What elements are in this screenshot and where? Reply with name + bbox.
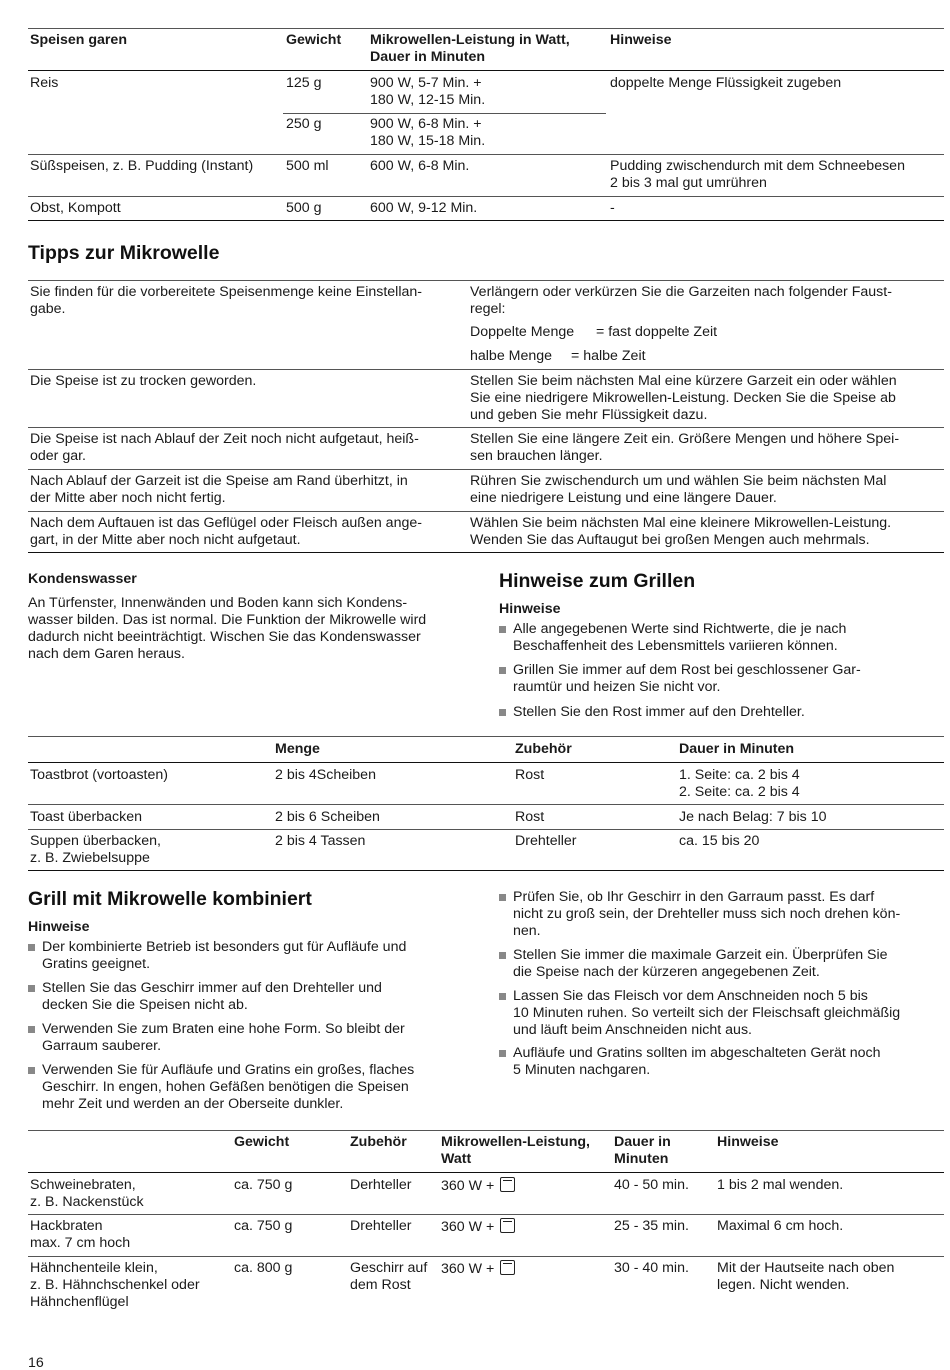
table-cell: ca. 750 g (234, 1218, 293, 1234)
grill-icon (500, 1177, 515, 1192)
kombi-bullet: Stellen Sie immer die maximale Garzeit ein. Überprüfen Sie die Speise nach der kürzeren angegebenen Zeit. (499, 947, 888, 981)
table-cell: 500 g (286, 200, 322, 216)
table-cell: 25 - 35 min. (614, 1218, 689, 1234)
tipp-problem: Nach Ablauf der Garzeit ist die Speise am Rand überhitzt, in der Mitte aber noch nicht fertig. (30, 473, 408, 506)
table-header: Mikrowellen-Leistung, Watt (441, 1134, 590, 1167)
power-value: 360 W + (441, 1261, 495, 1277)
table-header: Dauer in Minuten (614, 1134, 671, 1167)
table-cell: Suppen überbacken, z. B. Zwiebelsuppe (30, 833, 161, 866)
table-top-rule (28, 736, 944, 737)
page-number: 16 (28, 1355, 44, 1370)
section-title-grillen: Hinweise zum Grillen (499, 570, 696, 592)
power-value: 360 W + (441, 1219, 495, 1235)
kombi-bullet: Der kombinierte Betrieb ist besonders gut für Aufläufe und Gratins geeignet. (28, 939, 406, 973)
table-header-rule (28, 70, 944, 71)
table-header: Mikrowellen-Leistung in Watt, Dauer in Minuten (370, 32, 570, 65)
table-cell: Drehteller (515, 833, 577, 849)
table-header: Gewicht (234, 1134, 290, 1150)
tipp-solution: Stellen Sie eine längere Zeit ein. Größere Mengen und höhere Spei- sen brauchen länger. (470, 431, 900, 464)
tipp-solution: Stellen Sie beim nächsten Mal eine kürzere Garzeit ein oder wählen Sie eine niedrigere Mikrowellen-Leistung. Decken Sie die Speise ab und geben Sie mehr Flüssigkeit dazu. (470, 373, 897, 423)
table-header: Zubehör (350, 1134, 407, 1150)
kombi-bullet: Stellen Sie das Geschirr immer auf den Drehteller und decken Sie die Speisen nicht ab. (28, 980, 382, 1014)
table-cell: 600 W, 6-8 Min. (370, 158, 470, 174)
table-header-rule (28, 1172, 944, 1173)
table-bottom-rule (28, 220, 944, 221)
table-cell: Schweinebraten, z. B. Nackenstück (30, 1177, 144, 1210)
table-header: Hinweise (717, 1134, 779, 1150)
table-cell: 600 W, 9-12 Min. (370, 200, 478, 216)
grillen-bullet: Stellen Sie den Rost immer auf den Drehteller. (499, 704, 805, 721)
table-row-divider (28, 427, 944, 428)
table-cell: Obst, Kompott (30, 200, 121, 216)
table-cell: Mit der Hautseite nach oben legen. Nicht wenden. (717, 1260, 895, 1293)
table-cell: Toast überbacken (30, 809, 142, 825)
tipp-solution: Rühren Sie zwischendurch um und wählen Sie beim nächsten Mal eine niedrigere Leistung und eine längere Dauer. (470, 473, 887, 506)
table-header: Hinweise (610, 32, 672, 48)
table-cell (441, 1218, 515, 1236)
table-row-divider (28, 1214, 944, 1215)
table-row-divider (28, 369, 944, 370)
table-cell: 900 W, 5-7 Min. + 180 W, 12-15 Min. (370, 75, 486, 108)
kondens-text: An Türfenster, Innenwänden und Boden kann sich Kondens- wasser bilden. Das ist normal. Die Funktion der Mikrowelle wird dadurch nicht beeinträchtigt. Wischen Sie das Kondenswasser nach dem Garen heraus. (28, 595, 427, 662)
grillen-bullet: Alle angegebenen Werte sind Richtwerte, die je nach Beschaffenheit des Lebensmittels variieren können. (499, 621, 846, 655)
grillen-bullet: Grillen Sie immer auf dem Rost bei geschlossener Gar- raumtür und heizen Sie nicht vor. (499, 662, 861, 696)
table-header: Dauer in Minuten (679, 741, 795, 757)
table-cell: Hackbraten max. 7 cm hoch (30, 1218, 131, 1251)
table-cell: Süßspeisen, z. B. Pudding (Instant) (30, 158, 254, 174)
table-row-divider (28, 154, 944, 155)
table-header-rule (28, 762, 944, 763)
kombi-subtitle: Hinweise (28, 919, 90, 935)
table-cell: 250 g (286, 116, 322, 132)
table-cell: doppelte Menge Flüssigkeit zugeben (610, 75, 842, 91)
table-cell: ca. 800 g (234, 1260, 293, 1276)
table-row-divider (28, 469, 944, 470)
tipp-problem: Die Speise ist zu trocken geworden. (30, 373, 257, 389)
table-header: Gewicht (286, 32, 342, 48)
table-cell: Geschirr auf dem Rost (350, 1260, 428, 1293)
table-cell: 2 bis 4 Tassen (275, 833, 366, 849)
table-row-divider (283, 113, 606, 114)
table-row-divider (28, 804, 944, 805)
table-cell: 30 - 40 min. (614, 1260, 689, 1276)
table-cell: Rost (515, 809, 545, 825)
table-cell: 40 - 50 min. (614, 1177, 689, 1193)
grill-icon (500, 1218, 515, 1233)
tipp-rule-label: halbe Menge (470, 348, 553, 364)
tipp-problem: Die Speise ist nach Ablauf der Zeit noch nicht aufgetaut, heiß- oder gar. (30, 431, 419, 464)
table-cell: 1. Seite: ca. 2 bis 4 2. Seite: ca. 2 bis 4 (679, 767, 800, 800)
tipp-rule-label: Doppelte Menge (470, 324, 575, 340)
table-cell: ca. 15 bis 20 (679, 833, 760, 849)
table-header: Speisen garen (30, 32, 127, 48)
table-cell: Pudding zwischendurch mit dem Schneebesen 2 bis 3 mal gut umrühren (610, 158, 905, 191)
tipp-rule-value: = halbe Zeit (571, 348, 646, 364)
table-top-rule (28, 280, 944, 281)
table-cell: Maximal 6 cm hoch. (717, 1218, 844, 1234)
table-header: Menge (275, 741, 320, 757)
table-cell: ca. 750 g (234, 1177, 293, 1193)
table-cell: Derhteller (350, 1177, 412, 1193)
kombi-bullet: Prüfen Sie, ob Ihr Geschirr in den Garraum passt. Es darf nicht zu groß sein, der Drehteller muss sich noch drehen kön- nen. (499, 889, 900, 940)
table-cell (441, 1260, 515, 1278)
table-cell: Hähnchenteile klein, z. B. Hähnchschenkel oder Hähnchenflügel (30, 1260, 200, 1310)
table-top-rule (28, 1130, 944, 1131)
table-top-rule (28, 28, 944, 29)
kombi-bullet: Aufläufe und Gratins sollten im abgeschalteten Gerät noch 5 Minuten nachgaren. (499, 1045, 881, 1079)
table-row-divider (28, 511, 944, 512)
table-cell: 500 ml (286, 158, 329, 174)
table-row-divider (28, 1256, 944, 1257)
table-row-divider (28, 196, 944, 197)
table-row-divider (28, 829, 944, 830)
table-cell: 1 bis 2 mal wenden. (717, 1177, 844, 1193)
table-cell: Drehteller (350, 1218, 412, 1234)
section-title-tipps: Tipps zur Mikrowelle (28, 242, 220, 264)
table-cell: Toastbrot (vortoasten) (30, 767, 168, 783)
tipp-solution: Verlängern oder verkürzen Sie die Garzeiten nach folgender Faust- regel: (470, 284, 892, 317)
kombi-bullet: Verwenden Sie für Aufläufe und Gratins ein großes, flaches Geschirr. In engen, hohen Gefäßen benötigen die Speisen mehr Zeit und werden an der Oberseite dunkler. (28, 1062, 414, 1113)
table-cell: 2 bis 6 Scheiben (275, 809, 380, 825)
kombi-bullet: Lassen Sie das Fleisch vor dem Anschneiden noch 5 bis 10 Minuten ruhen. So verteilt sich der Fleischsaft gleichmäßig und läuft beim Anschneiden nicht aus. (499, 988, 900, 1039)
kondens-title: Kondenswasser (28, 571, 137, 587)
table-bottom-rule (28, 552, 944, 553)
section-title-kombi: Grill mit Mikrowelle kombiniert (28, 888, 312, 910)
grillen-subtitle: Hinweise (499, 601, 561, 617)
tipp-problem: Nach dem Auftauen ist das Geflügel oder Fleisch außen ange- gart, in der Mitte aber noch nicht aufgetaut. (30, 515, 422, 548)
table-cell: 125 g (286, 75, 322, 91)
table-cell: 900 W, 6-8 Min. + 180 W, 15-18 Min. (370, 116, 486, 149)
tipp-solution: Wählen Sie beim nächsten Mal eine kleinere Mikrowellen-Leistung. Wenden Sie das Auftaugut bei großen Mengen auch mehrmals. (470, 515, 892, 548)
tipp-rule-value: = fast doppelte Zeit (596, 324, 718, 340)
kombi-bullet: Verwenden Sie zum Braten eine hohe Form. So bleibt der Garraum sauberer. (28, 1021, 405, 1055)
table-cell (441, 1177, 515, 1195)
power-value: 360 W + (441, 1178, 495, 1194)
table-cell: 2 bis 4Scheiben (275, 767, 376, 783)
table-cell: Je nach Belag: 7 bis 10 (679, 809, 827, 825)
table-cell: Reis (30, 75, 59, 91)
table-cell: - (610, 200, 615, 216)
table-header: Zubehör (515, 741, 572, 757)
table-bottom-rule (28, 870, 944, 871)
tipp-problem: Sie finden für die vorbereitete Speisenmenge keine Einstellan- gabe. (30, 284, 422, 317)
grill-icon (500, 1260, 515, 1275)
table-cell: Rost (515, 767, 545, 783)
